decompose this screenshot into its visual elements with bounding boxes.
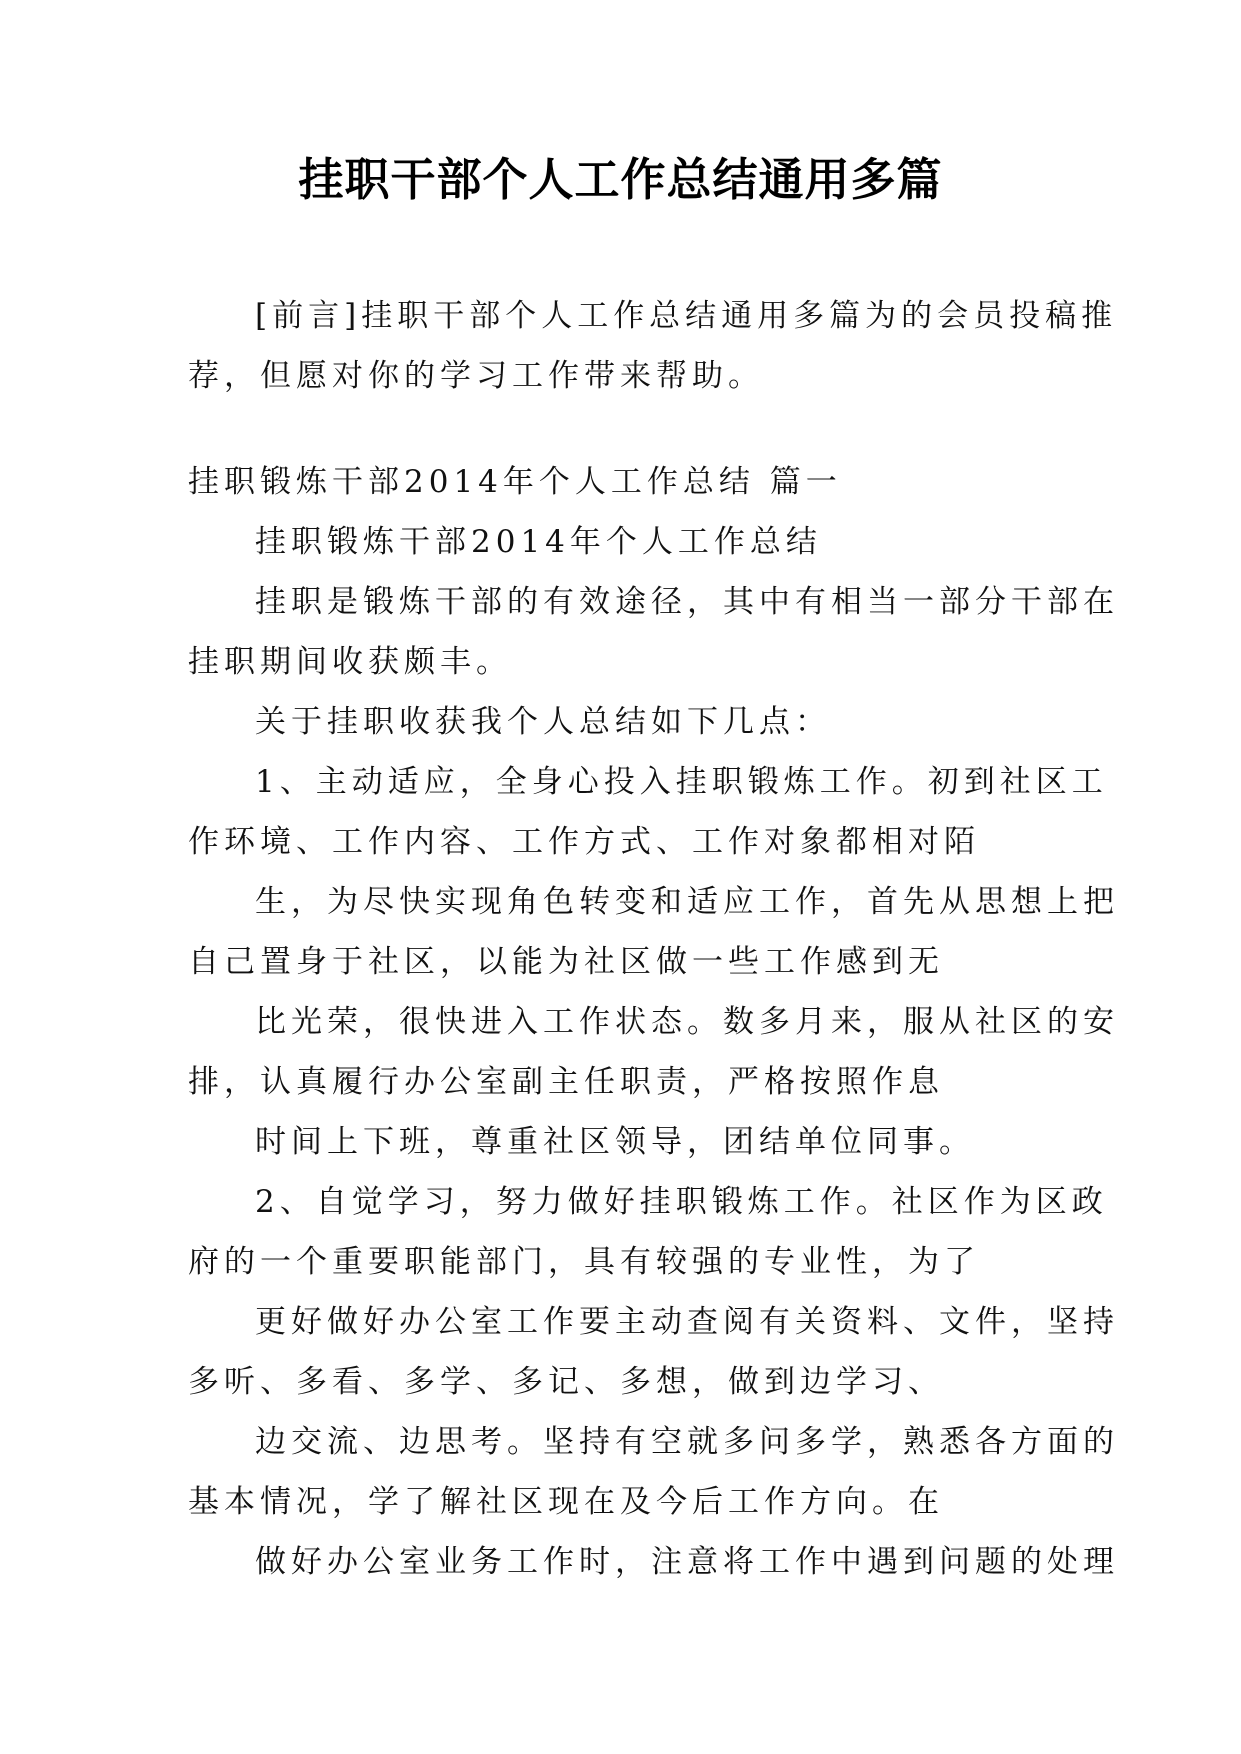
body-line: 时间上下班，尊重社区领导，团结单位同事。 [255, 1124, 975, 1160]
preface-line-2: 荐，但愿对你的学习工作带来帮助。 [188, 358, 764, 394]
preface-line-1: [前言]挂职干部个人工作总结通用多篇为的会员投稿推 [255, 298, 1118, 334]
body-line: 边交流、边思考。坚持有空就多问多学，熟悉各方面的 [255, 1424, 1119, 1460]
document-title: 挂职干部个人工作总结通用多篇 [298, 153, 943, 206]
body-line: 2、自觉学习，努力做好挂职锻炼工作。社区作为区政 [255, 1184, 1108, 1220]
body-line: 基本情况，学了解社区现在及今后工作方向。在 [188, 1484, 944, 1520]
body-line: 更好做好办公室工作要主动查阅有关资料、文件，坚持 [255, 1304, 1119, 1340]
body-line: 挂职是锻炼干部的有效途径，其中有相当一部分干部在 [255, 584, 1119, 620]
section-heading: 挂职锻炼干部2014年个人工作总结 篇一 [188, 464, 842, 500]
body-line: 作环境、工作内容、工作方式、工作对象都相对陌 [188, 824, 980, 860]
body-line: 排，认真履行办公室副主任职责，严格按照作息 [188, 1064, 944, 1100]
body-line: 自己置身于社区，以能为社区做一些工作感到无 [188, 944, 944, 980]
section-subheading: 挂职锻炼干部2014年个人工作总结 [255, 524, 822, 560]
body-line: 挂职期间收获颇丰。 [188, 644, 512, 680]
body-line: 府的一个重要职能部门，具有较强的专业性，为了 [188, 1244, 980, 1280]
body-line: 做好办公室业务工作时，注意将工作中遇到问题的处理 [255, 1544, 1119, 1580]
body-line: 生，为尽快实现角色转变和适应工作，首先从思想上把 [255, 884, 1119, 920]
body-line: 1、主动适应，全身心投入挂职锻炼工作。初到社区工 [255, 764, 1108, 800]
body-line: 关于挂职收获我个人总结如下几点： [255, 704, 831, 740]
body-line: 比光荣，很快进入工作状态。数多月来，服从社区的安 [255, 1004, 1119, 1040]
body-line: 多听、多看、多学、多记、多想，做到边学习、 [188, 1364, 944, 1400]
